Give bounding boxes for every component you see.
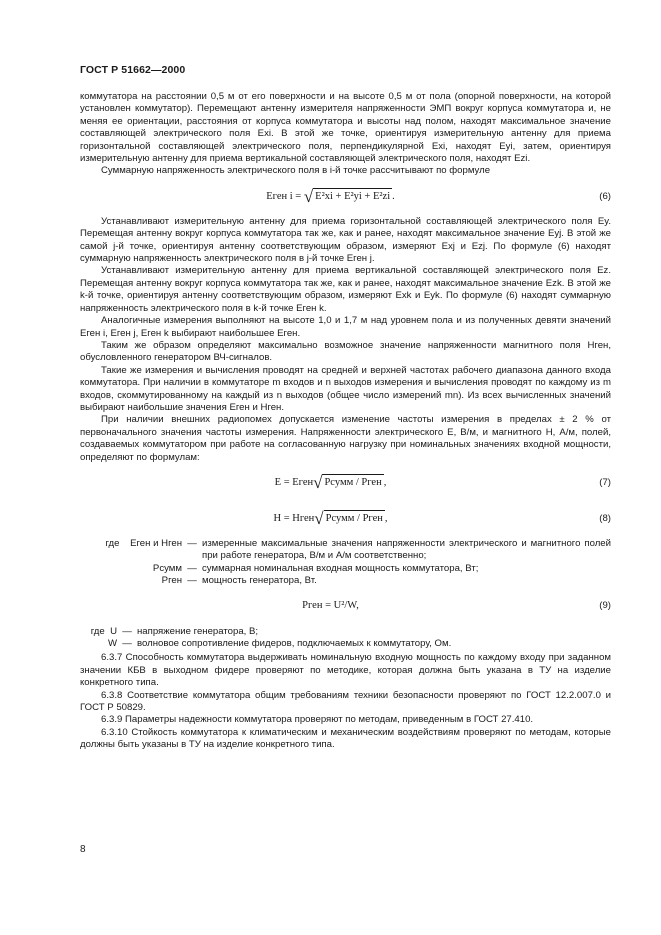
formula-9-number: (9) (599, 600, 611, 612)
definition-symbol: где Eген и Hген (105, 537, 182, 549)
definition-text: измеренные максимальные значения напряженности электрического и магнитного полей при работе генератора, В/м и А/м соответственно; (202, 537, 611, 562)
sqrt-icon: √ Pсумм / Pген (313, 473, 382, 493)
sqrt-icon: √ Pсумм / Pген (314, 509, 383, 529)
paragraph-6-3-10: 6.3.10 Стойкость коммутатора к климатическим и механическим воздействиям проверяют по методам, которые должны быть указаны в ТУ на изделие конкретного типа. (80, 726, 611, 751)
document-header: ГОСТ Р 51662—2000 (80, 64, 186, 76)
paragraph-6-3-8: 6.3.8 Соответствие коммутатора общим требованиям техники безопасности проверяют по ГОСТ 12.2.007.0 и ГОСТ Р 50829. (80, 689, 611, 714)
definition-dash: — (122, 625, 132, 637)
formula-6 (80, 180, 611, 214)
formula-9 (80, 590, 611, 624)
definition-row (80, 626, 611, 638)
definition-row (80, 563, 611, 575)
formula-6-expression (80, 188, 581, 205)
paragraph-3: Устанавливают измерительную антенну для приема горизонтальной составляющей электрического поля Ey. Перемещая антенну вокруг корпуса коммутатора так же, как и ранее, находят максимальное значение Eyj. В этой же самой j-й точке, ориентируя антенну соответствующим образом, измеряют Exj и Ezj. По формуле (6) находят суммарную напряженность электрического поля в j-й точке Eген j. (80, 215, 611, 265)
definitions-list-2 (80, 626, 611, 651)
formula-7 (80, 466, 611, 500)
definition-text: волновое сопротивление фидеров, подключаемых к коммутатору, Ом. (137, 638, 452, 649)
definition-symbol: Pсумм (152, 562, 182, 574)
paragraph-4: Устанавливают измерительную антенну для приема вертикальной составляющей электрического поля Ez. Перемещая антенну вокруг корпуса коммутатора так же, как и ранее, находят максимальное значение Ezk. В этой же k-й точке, ориентируя антенну соответствующим образом, измеряют Exk и Eyk. По формуле (6) находят суммарную напряженность электрического поля в k-й точке Eген k. (80, 265, 611, 314)
page-number: 8 (80, 844, 86, 855)
formula-6-lhs: Eген i = (266, 191, 304, 203)
definition-symbol: Pген (161, 575, 182, 587)
definition-text: мощность генератора, Вт. (202, 575, 317, 587)
definition-symbol: где U (90, 625, 117, 637)
paragraph-5: Аналогичные измерения выполняют на высоте 1,0 и 1,7 м над уровнем пола и из полученных девяти значений Eген i, Eген j, Eген k выбирают наибольшее Eген. (80, 315, 611, 339)
sqrt-icon: √ E²xi + E²yi + E²zi (303, 187, 391, 207)
definition-row (80, 538, 611, 563)
formula-6-number: (6) (599, 190, 611, 202)
formula-8-radicand: Pсумм / Pген (324, 510, 385, 525)
formula-6-tail: . (392, 191, 395, 203)
paragraph-8: При наличии внешних радиопомех допускается изменение частоты измерения в пределах ± 2 % от первоначального значения частоты измерения. Напряженности электрического E, В/м, и магнитного H, А/м, полей, создаваемых коммутатором при работе на согласованную нагрузку при номинальных значениях входной мощности, определяют по формулам: (80, 414, 611, 463)
formula-8 (80, 502, 611, 536)
formula-7-radicand: Pсумм / Pген (322, 474, 383, 489)
paragraph-1: коммутатора на расстоянии 0,5 м от его поверхности и на высоте 0,5 м от пола (опорной поверхности, на которой установлен коммутатор). Перемещают антенну измерителя напряженности ЭМП вокруг корпуса коммутатора и, не меняя ее ориентации, расстояния от корпуса коммутатора и высоты над полом, находят максимальное значение составляющей электрического поля Exi. В этой же точке, ориентируя измерительную антенну для приема горизонтальной составляющей электрического поля, перпендикулярной Exi, находят Eyi, затем, ориентируя измерительную антенну для приема вертикальной составляющей электрического поля, находят Ezi. (80, 91, 611, 165)
definition-row (80, 638, 611, 650)
formula-7-expression (80, 474, 581, 491)
paragraph-6: Таким же образом определяют максимально возможное значение напряженности магнитного поля Hген, обусловленного генератором ВЧ-сигналов. (80, 339, 611, 364)
definitions-list-1 (80, 538, 611, 588)
paragraph-6-3-7: 6.3.7 Способность коммутатора выдерживать номинальную входную мощность по каждому входу при заданном значении КБВ в выходном фидере проверяют по методике, которая должна быть указана в ТУ на изделие конкретного типа. (80, 652, 611, 689)
paragraph-2: Суммарную напряженность электрического поля в i-й точке рассчитывают по формуле (101, 165, 491, 177)
formula-8-number: (8) (599, 512, 611, 524)
formula-9-expression: Pген = U²/W, (302, 600, 359, 612)
formula-7-tail: , (383, 477, 387, 489)
document-body (80, 91, 611, 752)
definition-dash: — (187, 575, 197, 587)
definition-dash: — (187, 537, 197, 549)
paragraph-7: Такие же измерения и вычисления проводят на средней и верхней частотах рабочего диапазона данного входа коммутатора. При наличии в коммутаторе m входов и n выходов измерения и вычисления проводят по каждому из m входов, скоммутированному на каждый из n выходов (общее число измерений mn). Из всех вычисленных значений выбирают наибольшие значения Eген и Hген. (80, 364, 611, 413)
definition-symbol: W (107, 638, 117, 649)
formula-6-radicand: E²xi + E²yi + E²zi (313, 188, 392, 203)
definition-text: напряжение генератора, В; (137, 625, 259, 637)
formula-7-lhs: E = Eген (274, 477, 314, 489)
formula-8-tail: , (384, 513, 388, 525)
formula-7-number: (7) (599, 476, 611, 488)
definition-dash: — (187, 562, 197, 574)
paragraph-6-3-9: 6.3.9 Параметры надежности коммутатора проверяют по методам, приведенным в ГОСТ 27.410. (101, 714, 534, 726)
definition-row (80, 575, 611, 587)
formula-8-lhs: H = Hген (273, 513, 315, 525)
definition-text: суммарная номинальная входная мощность коммутатора, Вт; (202, 562, 479, 574)
formula-8-expression (80, 510, 581, 527)
definition-dash: — (122, 638, 132, 649)
